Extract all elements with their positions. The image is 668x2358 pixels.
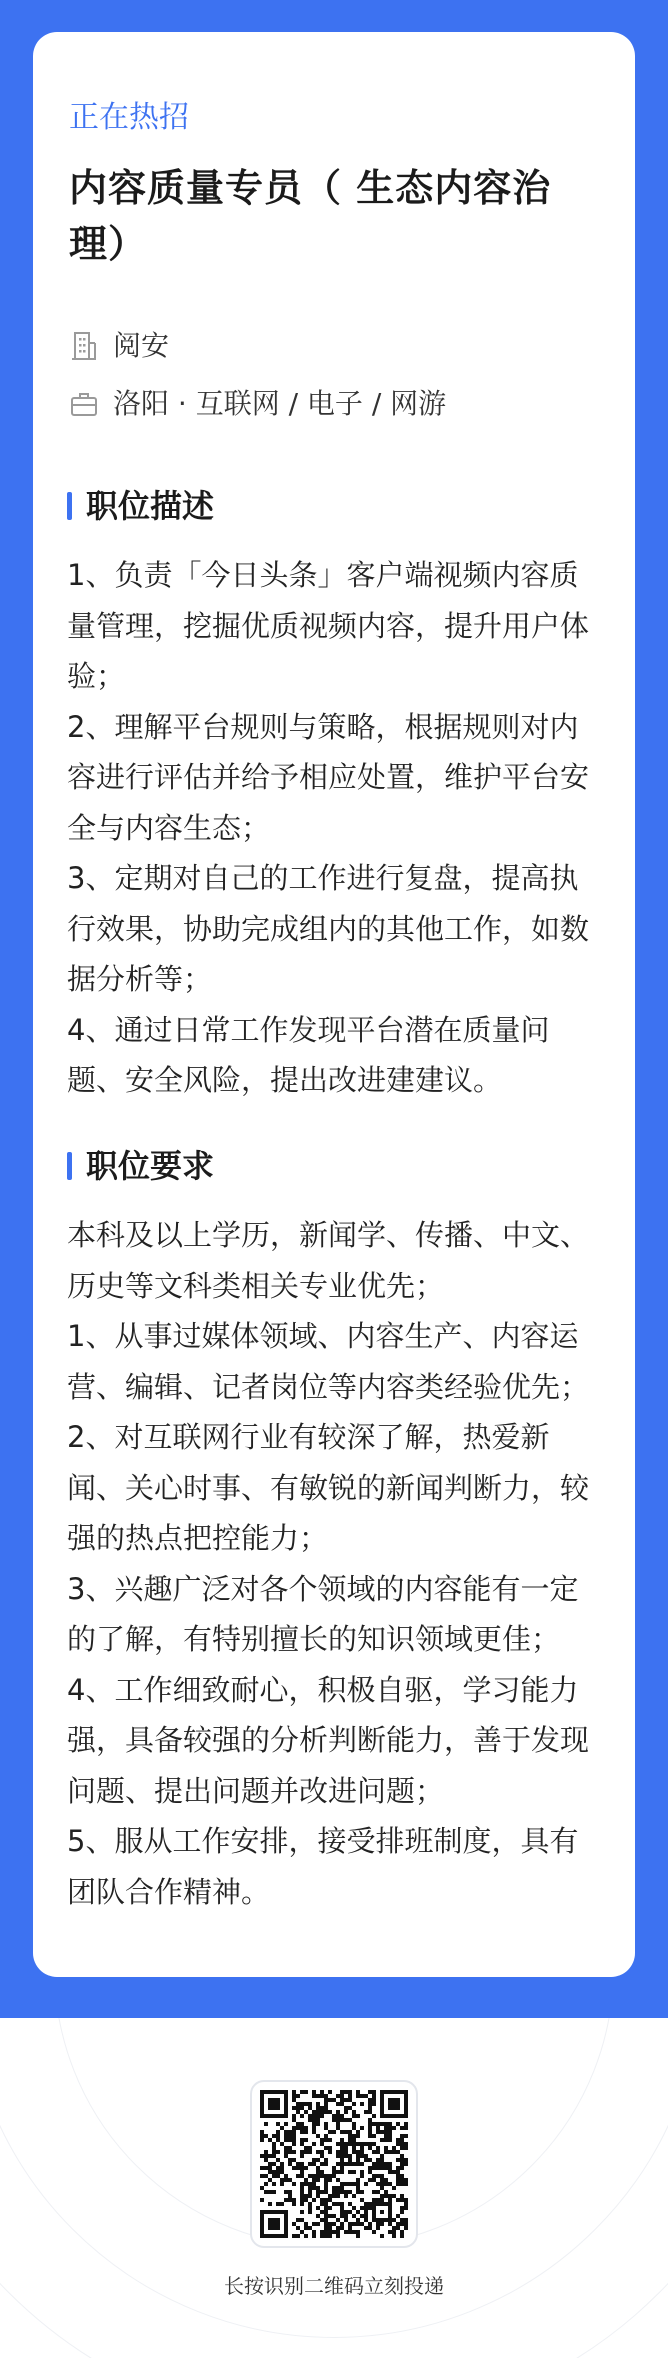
description-item: 1、负责「今日头条」客户端视频内容质量管理，挖掘优质视频内容，提升用户体验； [67,558,590,693]
qr-code-icon [260,2090,408,2238]
company-row [69,326,169,366]
location-industry-row [69,384,446,424]
location-industry: 洛阳 · 互联网 / 电子 / 网游 [113,387,447,420]
qr-code[interactable] [250,2080,418,2248]
description-item: 2、理解平台规则与策略，根据规则对内容进行评估并给予相应处置，维护平台安全与内容生态； [67,709,590,845]
footer [0,2018,668,2358]
requirements-section-title [67,1144,214,1188]
description-item: 3、定期对自己的工作进行复盘，提高执行效果，协助完成组内的其他工作，如数据分析等； [67,861,590,996]
requirements-body [67,1210,607,1917]
requirement-item: 5、服从工作安排，接受排班制度，具有团队合作精神。 [67,1824,579,1909]
hiring-label: 正在热招 [69,100,189,135]
job-title: 内容质量专员（ 生态内容治理） [69,166,552,266]
requirement-item: 本科及以上学历，新闻学、传播、中文、历史等文科类相关专业优先； [67,1218,590,1303]
building-icon [69,331,99,361]
requirement-item: 2、对互联网行业有较深了解，热爱新闻、关心时事、有敏锐的新闻判断力，较强的热点把控能力； [67,1420,590,1555]
qr-caption: 长按识别二维码立刻投递 [224,2274,444,2298]
description-section-title [67,484,214,528]
requirement-item: 3、兴趣广泛对各个领域的内容能有一定的了解，有特别擅长的知识领域更佳； [67,1571,579,1656]
section-accent-bar [67,492,72,520]
description-body [67,550,607,1106]
requirements-title: 职位要求 [86,1147,215,1185]
requirement-item: 1、从事过媒体领域、内容生产、内容运营、编辑、记者岗位等内容类经验优先； [67,1319,590,1404]
description-title: 职位描述 [86,487,215,525]
briefcase-icon [69,389,99,419]
description-item: 4、通过日常工作发现平台潜在质量问题、安全风险，提出改进建建议。 [67,1012,550,1097]
requirement-item: 4、工作细致耐心，积极自驱，学习能力强，具备较强的分析判断能力，善于发现问题、提出问题并改进问题； [67,1672,590,1808]
job-card [33,32,635,1977]
section-accent-bar [67,1152,72,1180]
company-name: 阅安 [113,329,170,362]
